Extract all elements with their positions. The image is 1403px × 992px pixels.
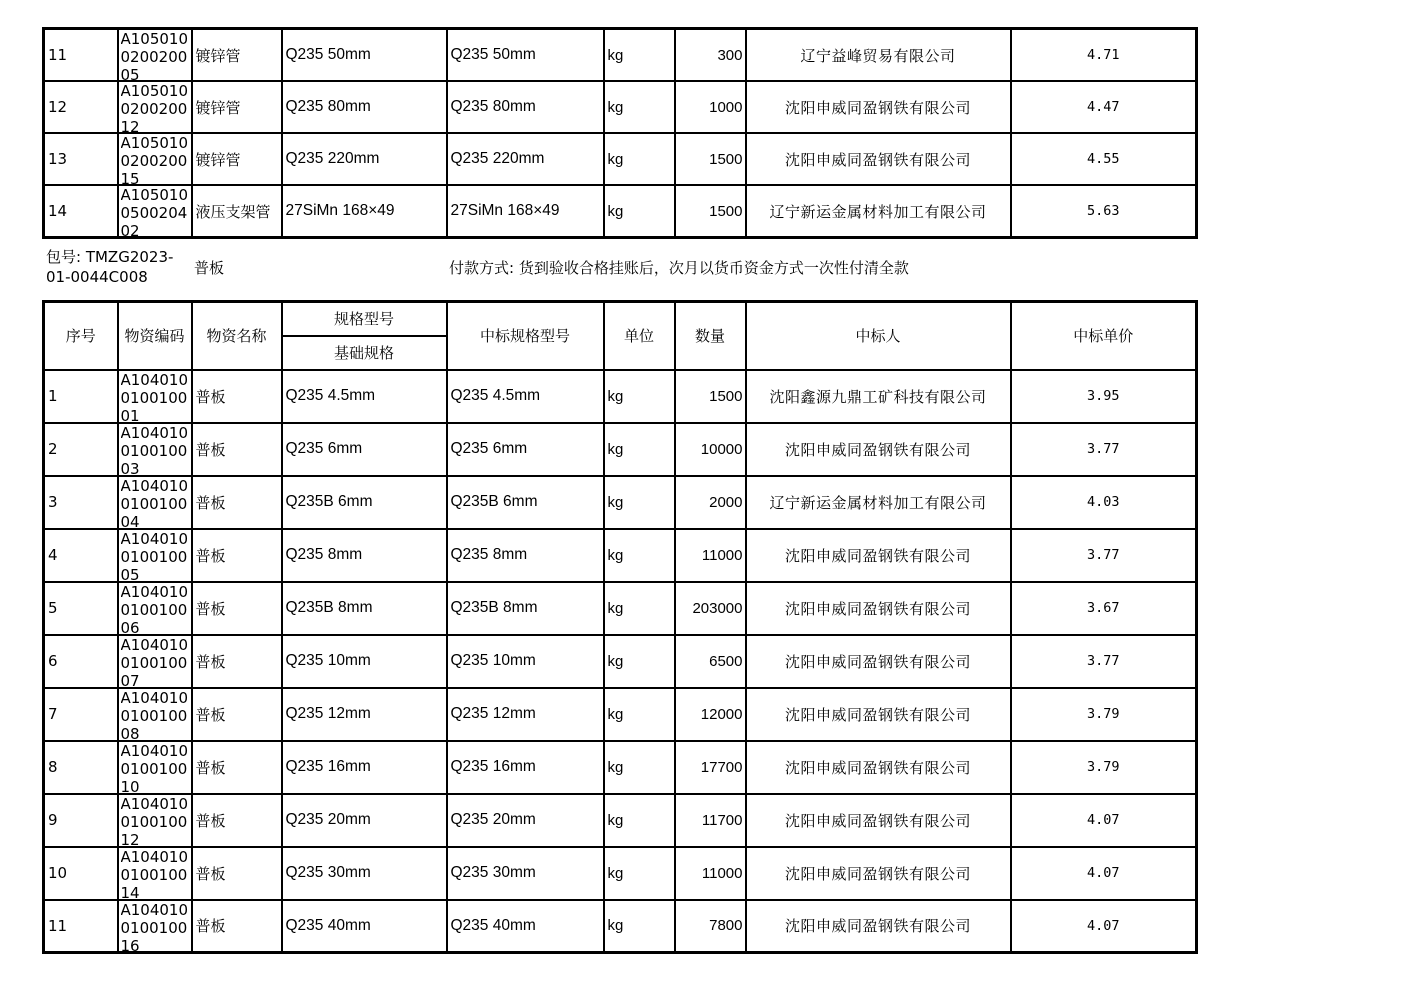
cell-unit: kg	[604, 185, 675, 238]
material-code-text: A104010010010007	[120, 635, 189, 686]
cell-bid-spec: Q235 6mm	[447, 423, 604, 476]
cell-code	[118, 794, 192, 847]
cell-unit: kg	[604, 81, 675, 133]
cell-code	[118, 900, 192, 953]
cell-bid-spec: Q235B 8mm	[447, 582, 604, 635]
cell-qty: 11000	[675, 847, 746, 900]
cell-qty: 203000	[675, 582, 746, 635]
header-unit: 单位	[604, 302, 675, 370]
material-code-text: A104010010010014	[120, 847, 189, 898]
package-material: 普板	[194, 259, 225, 277]
cell-code	[118, 133, 192, 185]
cell-name: 普板	[192, 900, 282, 953]
cell-winner: 沈阳申威同盈钢铁有限公司	[746, 133, 1011, 185]
cell-spec: Q235 12mm	[282, 688, 447, 741]
cell-spec: Q235 50mm	[282, 29, 447, 82]
cell-code	[118, 529, 192, 582]
package-number-line2: 01-0044C008	[46, 268, 148, 286]
header-price: 中标单价	[1011, 302, 1197, 370]
cell-name: 普板	[192, 688, 282, 741]
cell-name: 普板	[192, 476, 282, 529]
material-code-text: A105010050020402	[120, 186, 189, 236]
material-code-text: A104010010010003	[120, 423, 189, 474]
header-winner: 中标人	[746, 302, 1011, 370]
cell-spec: Q235 8mm	[282, 529, 447, 582]
cell-unit: kg	[604, 741, 675, 794]
material-code-text: A104010010010001	[120, 370, 189, 421]
cell-no: 1	[44, 370, 118, 423]
cell-bid-spec: Q235 8mm	[447, 529, 604, 582]
cell-name: 镀锌管	[192, 81, 282, 133]
cell-no: 12	[44, 81, 118, 133]
cell-code	[118, 635, 192, 688]
cell-unit: kg	[604, 370, 675, 423]
package-number	[46, 247, 173, 287]
cell-price: 4.03	[1011, 476, 1197, 529]
table-row	[44, 370, 1197, 423]
table-row	[44, 741, 1197, 794]
cell-bid-spec: Q235 12mm	[447, 688, 604, 741]
cell-bid-spec: 27SiMn 168×49	[447, 185, 604, 238]
cell-qty: 10000	[675, 423, 746, 476]
cell-bid-spec: Q235 50mm	[447, 29, 604, 82]
cell-no: 9	[44, 794, 118, 847]
cell-name: 普板	[192, 370, 282, 423]
cell-unit: kg	[604, 133, 675, 185]
material-code-text: A104010010010004	[120, 476, 189, 527]
cell-unit: kg	[604, 688, 675, 741]
cell-unit: kg	[604, 900, 675, 953]
cell-winner: 辽宁益峰贸易有限公司	[746, 29, 1011, 82]
cell-price: 3.95	[1011, 370, 1197, 423]
cell-code	[118, 185, 192, 238]
cell-qty: 7800	[675, 900, 746, 953]
cell-bid-spec: Q235 30mm	[447, 847, 604, 900]
cell-price: 3.77	[1011, 423, 1197, 476]
cell-unit: kg	[604, 847, 675, 900]
table-row	[44, 635, 1197, 688]
material-code-text: A104010010010008	[120, 688, 189, 739]
cell-name: 液压支架管	[192, 185, 282, 238]
cell-price: 4.07	[1011, 794, 1197, 847]
cell-price: 3.79	[1011, 688, 1197, 741]
cell-unit: kg	[604, 529, 675, 582]
header-spec: 规格型号	[282, 302, 447, 336]
cell-winner: 沈阳申威同盈钢铁有限公司	[746, 794, 1011, 847]
cell-name: 普板	[192, 582, 282, 635]
cell-code	[118, 370, 192, 423]
material-code-text: A105010020020015	[120, 134, 189, 184]
cell-code	[118, 688, 192, 741]
cell-name: 普板	[192, 635, 282, 688]
cell-no: 14	[44, 185, 118, 238]
cell-code	[118, 847, 192, 900]
cell-spec: Q235 220mm	[282, 133, 447, 185]
cell-winner: 沈阳申威同盈钢铁有限公司	[746, 635, 1011, 688]
table-row	[44, 423, 1197, 476]
cell-qty: 1500	[675, 185, 746, 238]
cell-unit: kg	[604, 423, 675, 476]
cell-name: 镀锌管	[192, 133, 282, 185]
cell-bid-spec: Q235 10mm	[447, 635, 604, 688]
material-code-text: A104010010010016	[120, 900, 189, 951]
cell-winner: 沈阳申威同盈钢铁有限公司	[746, 688, 1011, 741]
cell-code	[118, 81, 192, 133]
cell-price: 5.63	[1011, 185, 1197, 238]
table-row	[44, 847, 1197, 900]
cell-qty: 1500	[675, 370, 746, 423]
cell-bid-spec: Q235 20mm	[447, 794, 604, 847]
material-code-text: A104010010010005	[120, 529, 189, 580]
material-code-text: A104010010010012	[120, 794, 189, 845]
cell-winner: 沈阳申威同盈钢铁有限公司	[746, 529, 1011, 582]
cell-winner: 辽宁新运金属材料加工有限公司	[746, 476, 1011, 529]
cell-no: 13	[44, 133, 118, 185]
cell-price: 4.47	[1011, 81, 1197, 133]
cell-no: 8	[44, 741, 118, 794]
table-row	[44, 688, 1197, 741]
cell-winner: 沈阳申威同盈钢铁有限公司	[746, 81, 1011, 133]
cell-no: 10	[44, 847, 118, 900]
cell-winner: 辽宁新运金属材料加工有限公司	[746, 185, 1011, 238]
payment-terms: 付款方式: 货到验收合格挂账后，次月以货币资金方式一次性付清全款	[449, 259, 909, 277]
cell-no: 11	[44, 900, 118, 953]
cell-no: 7	[44, 688, 118, 741]
cell-qty: 11700	[675, 794, 746, 847]
cell-spec: 27SiMn 168×49	[282, 185, 447, 238]
cell-winner: 沈阳申威同盈钢铁有限公司	[746, 423, 1011, 476]
cell-spec: Q235 80mm	[282, 81, 447, 133]
cell-unit: kg	[604, 582, 675, 635]
header-no: 序号	[44, 302, 118, 370]
cell-qty: 2000	[675, 476, 746, 529]
table-row	[44, 794, 1197, 847]
cell-bid-spec: Q235 220mm	[447, 133, 604, 185]
material-code-text: A105010020020012	[120, 82, 189, 132]
header-code: 物资编码	[118, 302, 192, 370]
cell-spec: Q235 20mm	[282, 794, 447, 847]
cell-no: 4	[44, 529, 118, 582]
cell-name: 普板	[192, 423, 282, 476]
cell-no: 5	[44, 582, 118, 635]
header-row	[44, 302, 1197, 336]
header-spec-sub: 基础规格	[282, 336, 447, 370]
bottom-table	[42, 300, 1198, 954]
cell-price: 4.55	[1011, 133, 1197, 185]
material-code-text: A105010020020005	[120, 30, 189, 80]
header-bid-spec: 中标规格型号	[447, 302, 604, 370]
cell-spec: Q235 10mm	[282, 635, 447, 688]
cell-winner: 沈阳申威同盈钢铁有限公司	[746, 741, 1011, 794]
cell-name: 普板	[192, 794, 282, 847]
cell-winner: 沈阳申威同盈钢铁有限公司	[746, 900, 1011, 953]
cell-code	[118, 476, 192, 529]
table-row	[44, 81, 1197, 133]
cell-winner: 沈阳鑫源九鼎工矿科技有限公司	[746, 370, 1011, 423]
cell-winner: 沈阳申威同盈钢铁有限公司	[746, 847, 1011, 900]
cell-unit: kg	[604, 635, 675, 688]
material-code-text: A104010010010006	[120, 582, 189, 633]
table-row	[44, 29, 1197, 82]
top-table	[42, 27, 1198, 239]
cell-qty: 1500	[675, 133, 746, 185]
cell-price: 4.07	[1011, 847, 1197, 900]
table-row	[44, 185, 1197, 238]
cell-bid-spec: Q235 16mm	[447, 741, 604, 794]
cell-qty: 6500	[675, 635, 746, 688]
cell-qty: 300	[675, 29, 746, 82]
cell-no: 11	[44, 29, 118, 82]
cell-spec: Q235B 8mm	[282, 582, 447, 635]
table-row	[44, 900, 1197, 953]
package-number-line1: 包号: TMZG2023-	[46, 248, 174, 266]
header-name: 物资名称	[192, 302, 282, 370]
cell-code	[118, 741, 192, 794]
cell-name: 普板	[192, 847, 282, 900]
cell-price: 3.67	[1011, 582, 1197, 635]
cell-price: 4.71	[1011, 29, 1197, 82]
table-row	[44, 133, 1197, 185]
cell-code	[118, 423, 192, 476]
table-row	[44, 476, 1197, 529]
cell-price: 3.77	[1011, 635, 1197, 688]
cell-code	[118, 582, 192, 635]
cell-no: 3	[44, 476, 118, 529]
table-row	[44, 582, 1197, 635]
cell-spec: Q235B 6mm	[282, 476, 447, 529]
cell-name: 普板	[192, 741, 282, 794]
table-row	[44, 529, 1197, 582]
cell-spec: Q235 16mm	[282, 741, 447, 794]
cell-bid-spec: Q235B 6mm	[447, 476, 604, 529]
cell-qty: 17700	[675, 741, 746, 794]
cell-unit: kg	[604, 794, 675, 847]
cell-price: 3.79	[1011, 741, 1197, 794]
cell-qty: 12000	[675, 688, 746, 741]
cell-unit: kg	[604, 29, 675, 82]
cell-spec: Q235 30mm	[282, 847, 447, 900]
cell-name: 普板	[192, 529, 282, 582]
cell-no: 6	[44, 635, 118, 688]
cell-code	[118, 29, 192, 82]
cell-winner: 沈阳申威同盈钢铁有限公司	[746, 582, 1011, 635]
cell-bid-spec: Q235 40mm	[447, 900, 604, 953]
cell-name: 镀锌管	[192, 29, 282, 82]
header-qty: 数量	[675, 302, 746, 370]
cell-price: 4.07	[1011, 900, 1197, 953]
cell-spec: Q235 6mm	[282, 423, 447, 476]
cell-no: 2	[44, 423, 118, 476]
cell-qty: 11000	[675, 529, 746, 582]
cell-unit: kg	[604, 476, 675, 529]
cell-bid-spec: Q235 4.5mm	[447, 370, 604, 423]
material-code-text: A104010010010010	[120, 741, 189, 792]
cell-spec: Q235 40mm	[282, 900, 447, 953]
cell-spec: Q235 4.5mm	[282, 370, 447, 423]
cell-bid-spec: Q235 80mm	[447, 81, 604, 133]
cell-price: 3.77	[1011, 529, 1197, 582]
cell-qty: 1000	[675, 81, 746, 133]
